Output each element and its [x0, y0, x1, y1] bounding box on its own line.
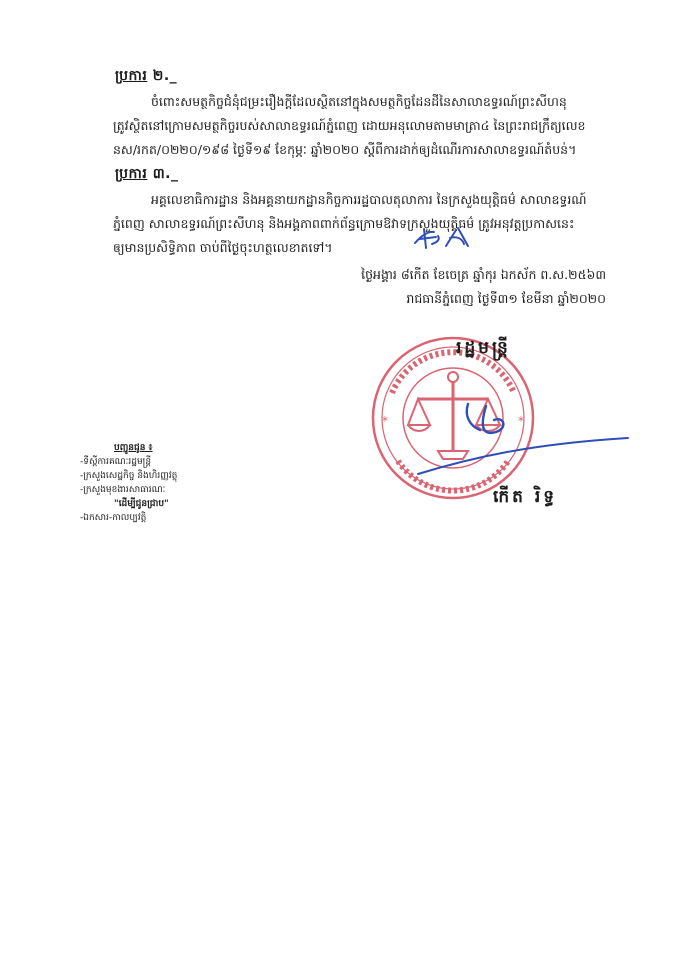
recipient-item: -ក្រសួងមុខងារសាធារណៈ	[80, 485, 166, 495]
recipients-title: បញ្ជូនជូន ៖	[114, 443, 153, 453]
handwritten-initials	[412, 226, 474, 250]
recipient-archive: -ឯកសារ-កាលប្បវត្តិ	[80, 513, 147, 523]
article-2-line-2: ត្រូវស្ថិតនៅក្រោមសមត្ថកិច្ចរបស់សាលាឧទ្ធរណ៍ភ្នំពេញ ដោយអនុលោមតាមមាត្រា៤ នៃព្រះរាជក្រឹត្យលេខ	[113, 118, 586, 133]
minister-name: កើត រិទ្ធ	[493, 487, 558, 507]
recipients-block	[80, 441, 177, 525]
article-2-line-3: នស/រកត/០២២០/១៩៨ ថ្ងៃទី១៩ ខែកុម្ភៈ ឆ្នាំ២០២០ ស្តីពីការដាក់ឲ្យដំណើរការសាលាឧទ្ធរណ៍តំបន់។	[113, 142, 577, 157]
article-2-line-1: ចំពោះសមត្ថកិច្ចជំនុំជម្រះរឿងក្តីដែលស្ថិតនៅក្នុងសមត្ថកិច្ចដែនដីនៃសាលាឧទ្ធរណ៍ព្រះសីហនុ	[151, 94, 567, 109]
article-3-line-2: ភ្នំពេញ សាលាឧទ្ធរណ៍ព្រះសីហនុ និងអង្គភាពពាក់ព័ន្ធក្រោមឱវាទក្រសួងយុត្តិធម៌ ត្រូវអនុវត្តប្រកាសនេះ	[113, 216, 575, 231]
minister-title: រដ្ឋមន្ត្រី	[456, 338, 511, 358]
lunar-date: ថ្ងៃអង្គារ ៨កើត ខែចេត្រ ឆ្នាំកុរ ឯកស័ក ព.ស.២៥៦៣	[361, 267, 606, 282]
article-3-heading	[115, 164, 179, 185]
article-3-line-1: អគ្គលេខាធិការដ្ឋាន និងអគ្គនាយកដ្ឋានកិច្ចការរដ្ឋបាលតុលាការ នៃក្រសួងយុត្តិធម៌ សាលាឧទ្ធរណ៍	[151, 192, 587, 207]
recipient-item: -ទីស្តីការគណៈរដ្ឋមន្ត្រី	[80, 457, 152, 467]
svg-text:*: *	[518, 414, 524, 428]
article-2-paragraph	[113, 90, 613, 162]
article-3-label: ប្រការ	[115, 166, 148, 182]
minister-signature	[410, 396, 630, 476]
recipients-note: "ដើម្បីជូនជ្រាប"	[114, 499, 169, 509]
article-3-line-3: ឲ្យមានប្រសិទ្ធិភាព ចាប់ពីថ្ងៃចុះហត្ថលេខាតទៅ។	[113, 240, 333, 255]
solar-date: រាជធានីភ្នំពេញ ថ្ងៃទី៣១ ខែមីនា ឆ្នាំ២០២០	[406, 291, 606, 306]
article-2-label: ប្រការ	[115, 68, 148, 84]
svg-text:*: *	[382, 414, 388, 428]
recipient-item: -ក្រសួងសេដ្ឋកិច្ច និងហិរញ្ញវត្ថុ	[80, 471, 178, 481]
article-3-number: ៣._	[152, 166, 179, 182]
date-block	[361, 263, 606, 311]
article-3-paragraph	[113, 188, 613, 260]
article-2-number: ២._	[152, 68, 178, 84]
article-2-heading	[115, 66, 177, 87]
